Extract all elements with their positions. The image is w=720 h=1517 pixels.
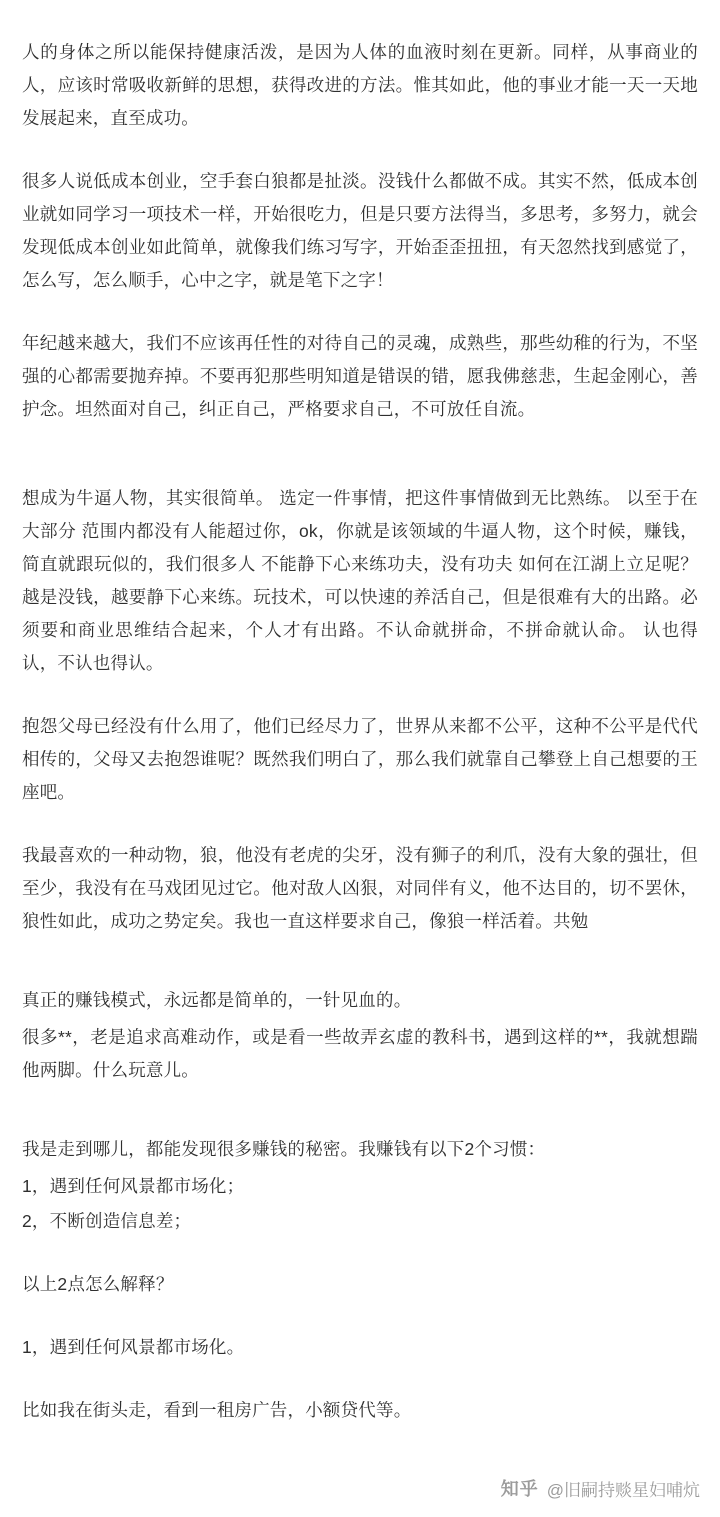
paragraph: 以上2点怎么解释？ [22, 1274, 174, 1294]
paragraph: 很多**，老是追求高难动作，或是看一些故弄玄虚的教科书，遇到这样的**，我就想踹他两脚。什么玩意儿。 [22, 1027, 698, 1080]
paragraph: 想成为牛逼人物，其实很简单。 选定一件事情，把这件事情做到无比熟练。 以至于在大部分 范围内都没有人能超过你，ok，你就是该领域的牛逼人物，这个时候，赚钱，简直就跟玩似的，我们很多人 不能静下心来练功夫，没有功夫 如何在江湖上立足呢？越是没钱，越要静下心来练。玩技术，可以快速的养活自己，但是很难有大的出路。必须要和商业思维结合起来，个人才有出路。不认命就拼命，不拼命就认命。 认也得认，不认也得认。 [22, 488, 698, 673]
watermark-username: @旧嗣持赕星妇哺炕 [546, 1480, 700, 1500]
paragraph: 很多人说低成本创业，空手套白狼都是扯淡。没钱什么都做不成。其实不然，低成本创业就如同学习一项技术一样，开始很吃力，但是只要方法得当，多思考，多努力，就会发现低成本创业如此简单，就像我们练习写字，开始歪歪扭扭，有天忽然找到感觉了，怎么写，怎么顺手，心中之字，就是笔下之字！ [22, 171, 698, 290]
list-item: 2，不断创造信息差； [22, 1211, 192, 1231]
paragraph: 年纪越来越大，我们不应该再任性的对待自己的灵魂，成熟些，那些幼稚的行为，不坚强的心都需要抛弃掉。不要再犯那些明知道是错误的错，愿我佛慈悲，生起金刚心，善护念。坦然面对自己，纠正自己，严格要求自己，不可放任自流。 [22, 333, 698, 419]
zhihu-logo: 知乎 [500, 1479, 539, 1499]
paragraph: 真正的赚钱模式，永远都是简单的，一针见血的。 [22, 990, 412, 1010]
watermark [501, 1475, 700, 1501]
paragraph: 我最喜欢的一种动物，狼，他没有老虎的尖牙，没有狮子的利爪，没有大象的强壮，但至少，我没有在马戏团见过它。他对敌人凶狠，对同伴有义，他不达目的，切不罢休，狼性如此，成功之势定矣。我也一直这样要求自己，像狼一样活着。共勉 [22, 845, 698, 931]
paragraph: 抱怨父母已经没有什么用了，他们已经尽力了，世界从来都不公平，这种不公平是代代相传的，父母又去抱怨谁呢？既然我们明白了，那么我们就靠自己攀登上自己想要的王座吧。 [22, 716, 698, 802]
paragraph: 1，遇到任何风景都市场化。 [22, 1337, 245, 1357]
paragraph: 比如我在街头走，看到一租房广告，小额贷代等。 [22, 1400, 412, 1420]
paragraph: 我是走到哪儿，都能发现很多赚钱的秘密。我赚钱有以下2个习惯： [22, 1139, 546, 1159]
paragraph: 人的身体之所以能保持健康活泼，是因为人体的血液时刻在更新。同样，从事商业的人，应该时常吸收新鲜的思想，获得改进的方法。惟其如此，他的事业才能一天一天地发展起来，直至成功。 [22, 42, 698, 128]
list-item: 1，遇到任何风景都市场化； [22, 1176, 245, 1196]
